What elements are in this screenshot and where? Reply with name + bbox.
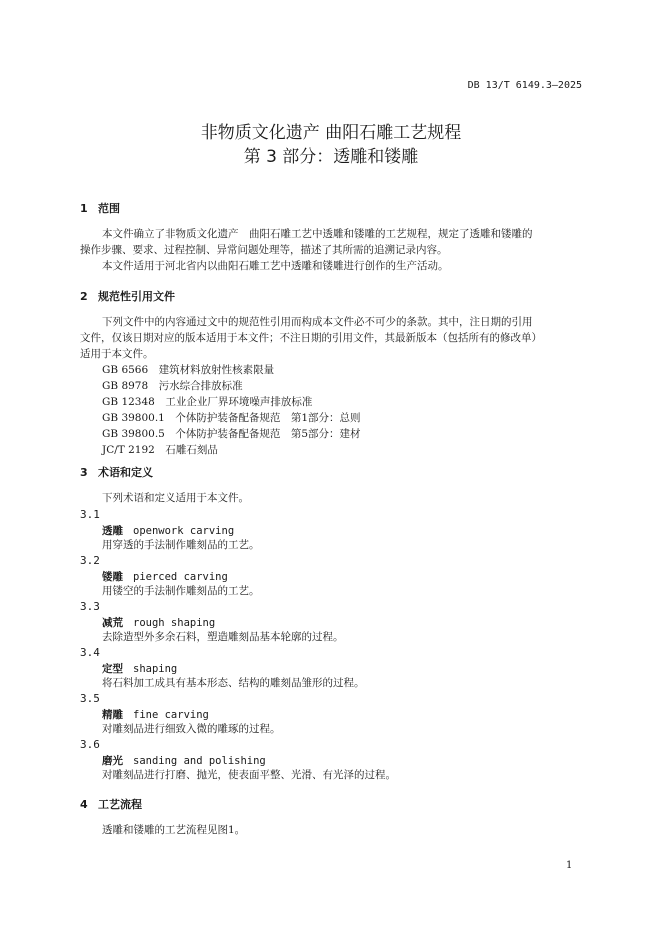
section-2-heading bbox=[80, 288, 175, 304]
term-number: 3.6 bbox=[80, 738, 100, 751]
section-3-heading bbox=[80, 464, 153, 480]
term-en: sanding and polishing bbox=[133, 755, 266, 767]
term-entry bbox=[102, 523, 234, 538]
normative-intro-line-2: 文件，仅该日期对应的版本适用于本文件；不注日期的引用文件，其最新版本（包括所有的修改单） bbox=[80, 332, 542, 344]
term-definition: 去除造型外多余石料，塑造雕刻品基本轮廓的过程。 bbox=[102, 631, 344, 643]
section-4-heading bbox=[80, 796, 142, 812]
term-entry bbox=[102, 661, 177, 676]
term-zh: 磨光 bbox=[102, 755, 123, 767]
term-zh: 透雕 bbox=[102, 525, 123, 537]
section-number: 2 bbox=[80, 290, 88, 303]
term-zh: 镂雕 bbox=[102, 571, 123, 583]
term-definition: 将石料加工成具有基本形态、结构的雕刻品雏形的过程。 bbox=[102, 677, 365, 689]
section-number: 3 bbox=[80, 466, 88, 479]
document-title: 非物质文化遗产 曲阳石雕工艺规程 bbox=[200, 123, 462, 143]
scope-paragraph-2: 本文件适用于河北省内以曲阳石雕工艺中透雕和镂雕进行创作的生产活动。 bbox=[102, 260, 449, 272]
reference-item: JC/T 2192 石雕石刻品 bbox=[102, 444, 218, 456]
reference-item: GB 6566 建筑材料放射性核素限量 bbox=[102, 364, 275, 376]
term-definition: 对雕刻品进行细致入微的雕琢的过程。 bbox=[102, 723, 281, 735]
section-title: 工艺流程 bbox=[98, 798, 142, 811]
section-number: 4 bbox=[80, 798, 88, 811]
document-code: DB 13/T 6149.3—2025 bbox=[467, 80, 582, 91]
term-entry bbox=[102, 569, 228, 584]
document-subtitle: 第 3 部分：透雕和镂雕 bbox=[243, 147, 419, 167]
term-definition: 用穿透的手法制作雕刻品的工艺。 bbox=[102, 539, 260, 551]
section-1-heading bbox=[80, 200, 120, 216]
scope-paragraph-1-line-1: 本文件确立了非物质文化遗产 曲阳石雕工艺中透雕和镂雕的工艺规程，规定了透雕和镂雕的 bbox=[102, 228, 533, 240]
section-title: 术语和定义 bbox=[98, 466, 153, 479]
term-en: openwork carving bbox=[133, 525, 235, 537]
term-entry bbox=[102, 615, 215, 630]
term-zh: 定型 bbox=[102, 663, 123, 675]
normative-intro-line-1: 下列文件中的内容通过文中的规范性引用而构成本文件必不可少的条款。其中，注日期的引用 bbox=[102, 316, 533, 328]
term-en: rough shaping bbox=[133, 617, 216, 629]
term-en: pierced carving bbox=[133, 571, 228, 583]
term-number: 3.2 bbox=[80, 554, 100, 567]
section-title: 规范性引用文件 bbox=[98, 290, 175, 303]
term-entry bbox=[102, 707, 209, 722]
reference-item: GB 39800.1 个体防护装备配备规范 第1部分：总则 bbox=[102, 412, 361, 424]
term-number: 3.5 bbox=[80, 692, 100, 705]
term-zh: 减荒 bbox=[102, 617, 123, 629]
reference-item: GB 12348 工业企业厂界环境噪声排放标准 bbox=[102, 396, 313, 408]
term-definition: 对雕刻品进行打磨、抛光，使表面平整、光滑、有光泽的过程。 bbox=[102, 769, 396, 781]
term-en: shaping bbox=[133, 663, 178, 675]
terms-intro: 下列术语和定义适用于本文件。 bbox=[102, 492, 249, 504]
process-paragraph: 透雕和镂雕的工艺流程见图1。 bbox=[102, 824, 246, 836]
term-en: fine carving bbox=[133, 709, 209, 721]
term-number: 3.4 bbox=[80, 646, 100, 659]
section-title: 范围 bbox=[98, 202, 120, 215]
reference-item: GB 8978 污水综合排放标准 bbox=[102, 380, 243, 392]
reference-item: GB 39800.5 个体防护装备配备规范 第5部分：建材 bbox=[102, 428, 361, 440]
term-zh: 精雕 bbox=[102, 709, 123, 721]
term-number: 3.3 bbox=[80, 600, 100, 613]
term-definition: 用镂空的手法制作雕刻品的工艺。 bbox=[102, 585, 260, 597]
scope-paragraph-1-line-2: 操作步骤、要求、过程控制、异常问题处理等，描述了其所需的追溯记录内容。 bbox=[80, 244, 448, 256]
term-number: 3.1 bbox=[80, 508, 100, 521]
term-entry bbox=[102, 753, 266, 768]
page-number: 1 bbox=[566, 860, 573, 871]
normative-intro-line-3: 适用于本文件。 bbox=[80, 348, 154, 360]
section-number: 1 bbox=[80, 202, 88, 215]
